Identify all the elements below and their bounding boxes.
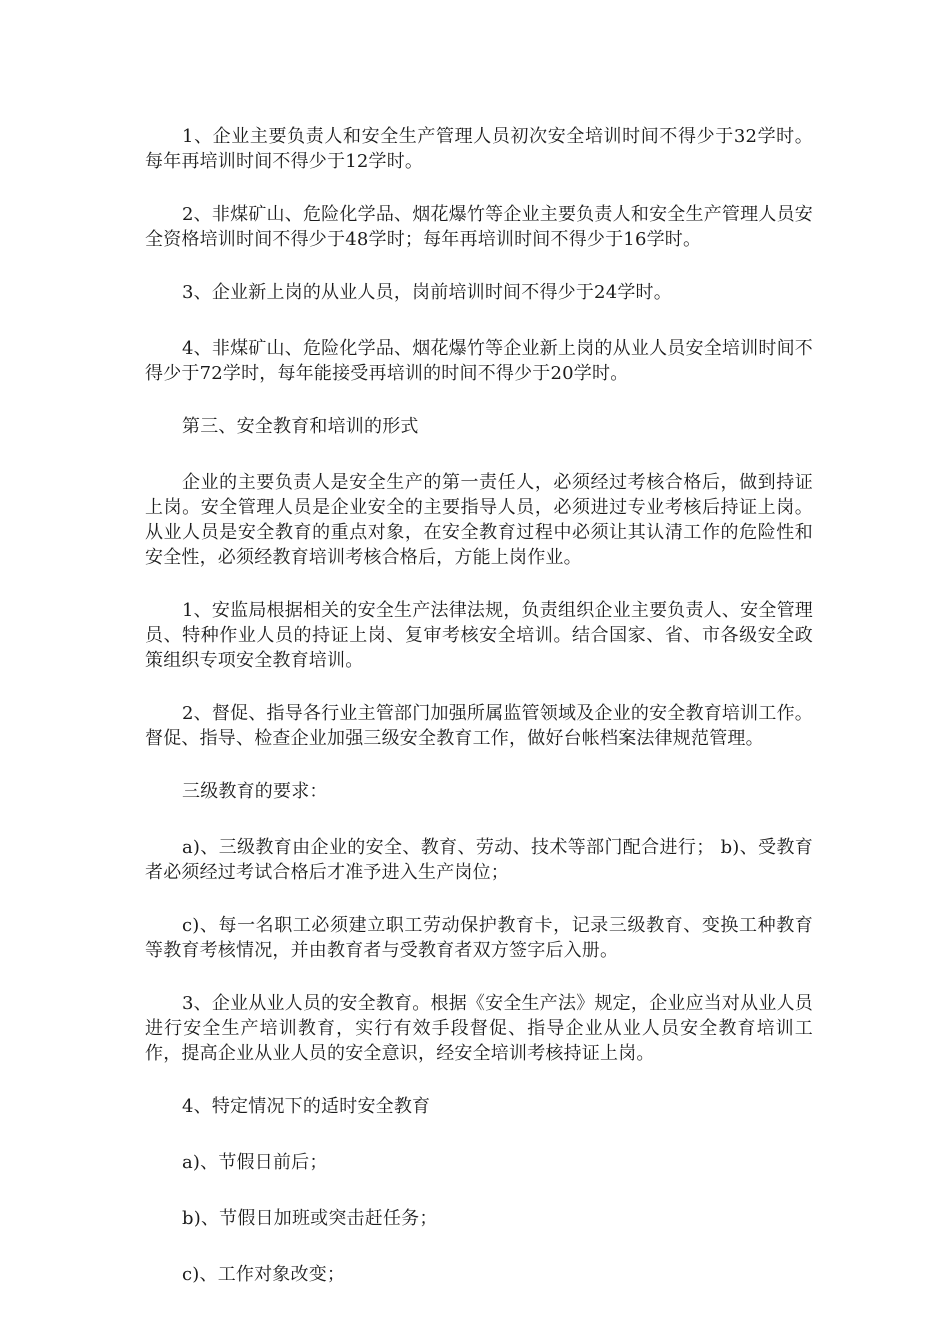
list-item-overtime: b)、节假日加班或突击赶任务；: [182, 1208, 438, 1229]
section-heading-forms: 第三、安全教育和培训的形式: [182, 416, 419, 437]
paragraph-requirement-a-b: a)、三级教育由企业的安全、教育、劳动、技术等部门配合进行； b)、受教育者必须经过考试合格后才准予进入生产岗位；: [145, 837, 813, 883]
paragraph-responsibility: 企业的主要负责人是安全生产的第一责任人，必须经过考核合格后，做到持证上岗。安全管理人员是企业安全的主要指导人员，必须进过专业考核后持证上岗。从业人员是安全教育的重点对象，在安全教育过程中必须让其认清工作的危险性和安全性，必须经教育培训考核合格后，方能上岗作业。: [145, 472, 813, 568]
paragraph-supervision-2: 2、督促、指导各行业主管部门加强所属监管领域及企业的安全教育培训工作。督促、指导、检查企业加强三级安全教育工作，做好台帐档案法律规范管理。: [145, 703, 813, 749]
paragraph-training-hours-3: 3、企业新上岗的从业人员，岗前培训时间不得少于24学时。: [182, 282, 672, 303]
paragraph-requirement-c: c)、每一名职工必须建立职工劳动保护教育卡，记录三级教育、变换工种教育等教育考核情况，并由教育者与受教育者双方签字后入册。: [145, 915, 813, 961]
paragraph-supervision-1: 1、安监局根据相关的安全生产法律法规，负责组织企业主要负责人、安全管理员、特种作业人员的持证上岗、复审考核安全培训。结合国家、省、市各级安全政策组织专项安全教育培训。: [145, 600, 813, 671]
subheading-three-level: 三级教育的要求：: [182, 781, 328, 802]
paragraph-training-hours-2: 2、非煤矿山、危险化学品、烟花爆竹等企业主要负责人和安全生产管理人员安全资格培训时间不得少于48学时；每年再培训时间不得少于16学时。: [145, 204, 813, 250]
paragraph-training-hours-4: 4、非煤矿山、危险化学品、烟花爆竹等企业新上岗的从业人员安全培训时间不得少于72学时，每年能接受再培训的时间不得少于20学时。: [145, 338, 813, 384]
subheading-special-cases: 4、特定情况下的适时安全教育: [182, 1096, 431, 1117]
document-body: [145, 124, 813, 1318]
list-item-holidays: a)、节假日前后；: [182, 1152, 328, 1173]
paragraph-employee-education: 3、企业从业人员的安全教育。根据《安全生产法》规定，企业应当对从业人员进行安全生产培训教育，实行有效手段督促、指导企业从业人员安全教育培训工作，提高企业从业人员的安全意识，经安全培训考核持证上岗。: [145, 993, 813, 1064]
list-item-work-change: c)、工作对象改变；: [182, 1264, 346, 1285]
paragraph-training-hours-1: 1、企业主要负责人和安全生产管理人员初次安全培训时间不得少于32学时。每年再培训时间不得少于12学时。: [145, 126, 813, 172]
